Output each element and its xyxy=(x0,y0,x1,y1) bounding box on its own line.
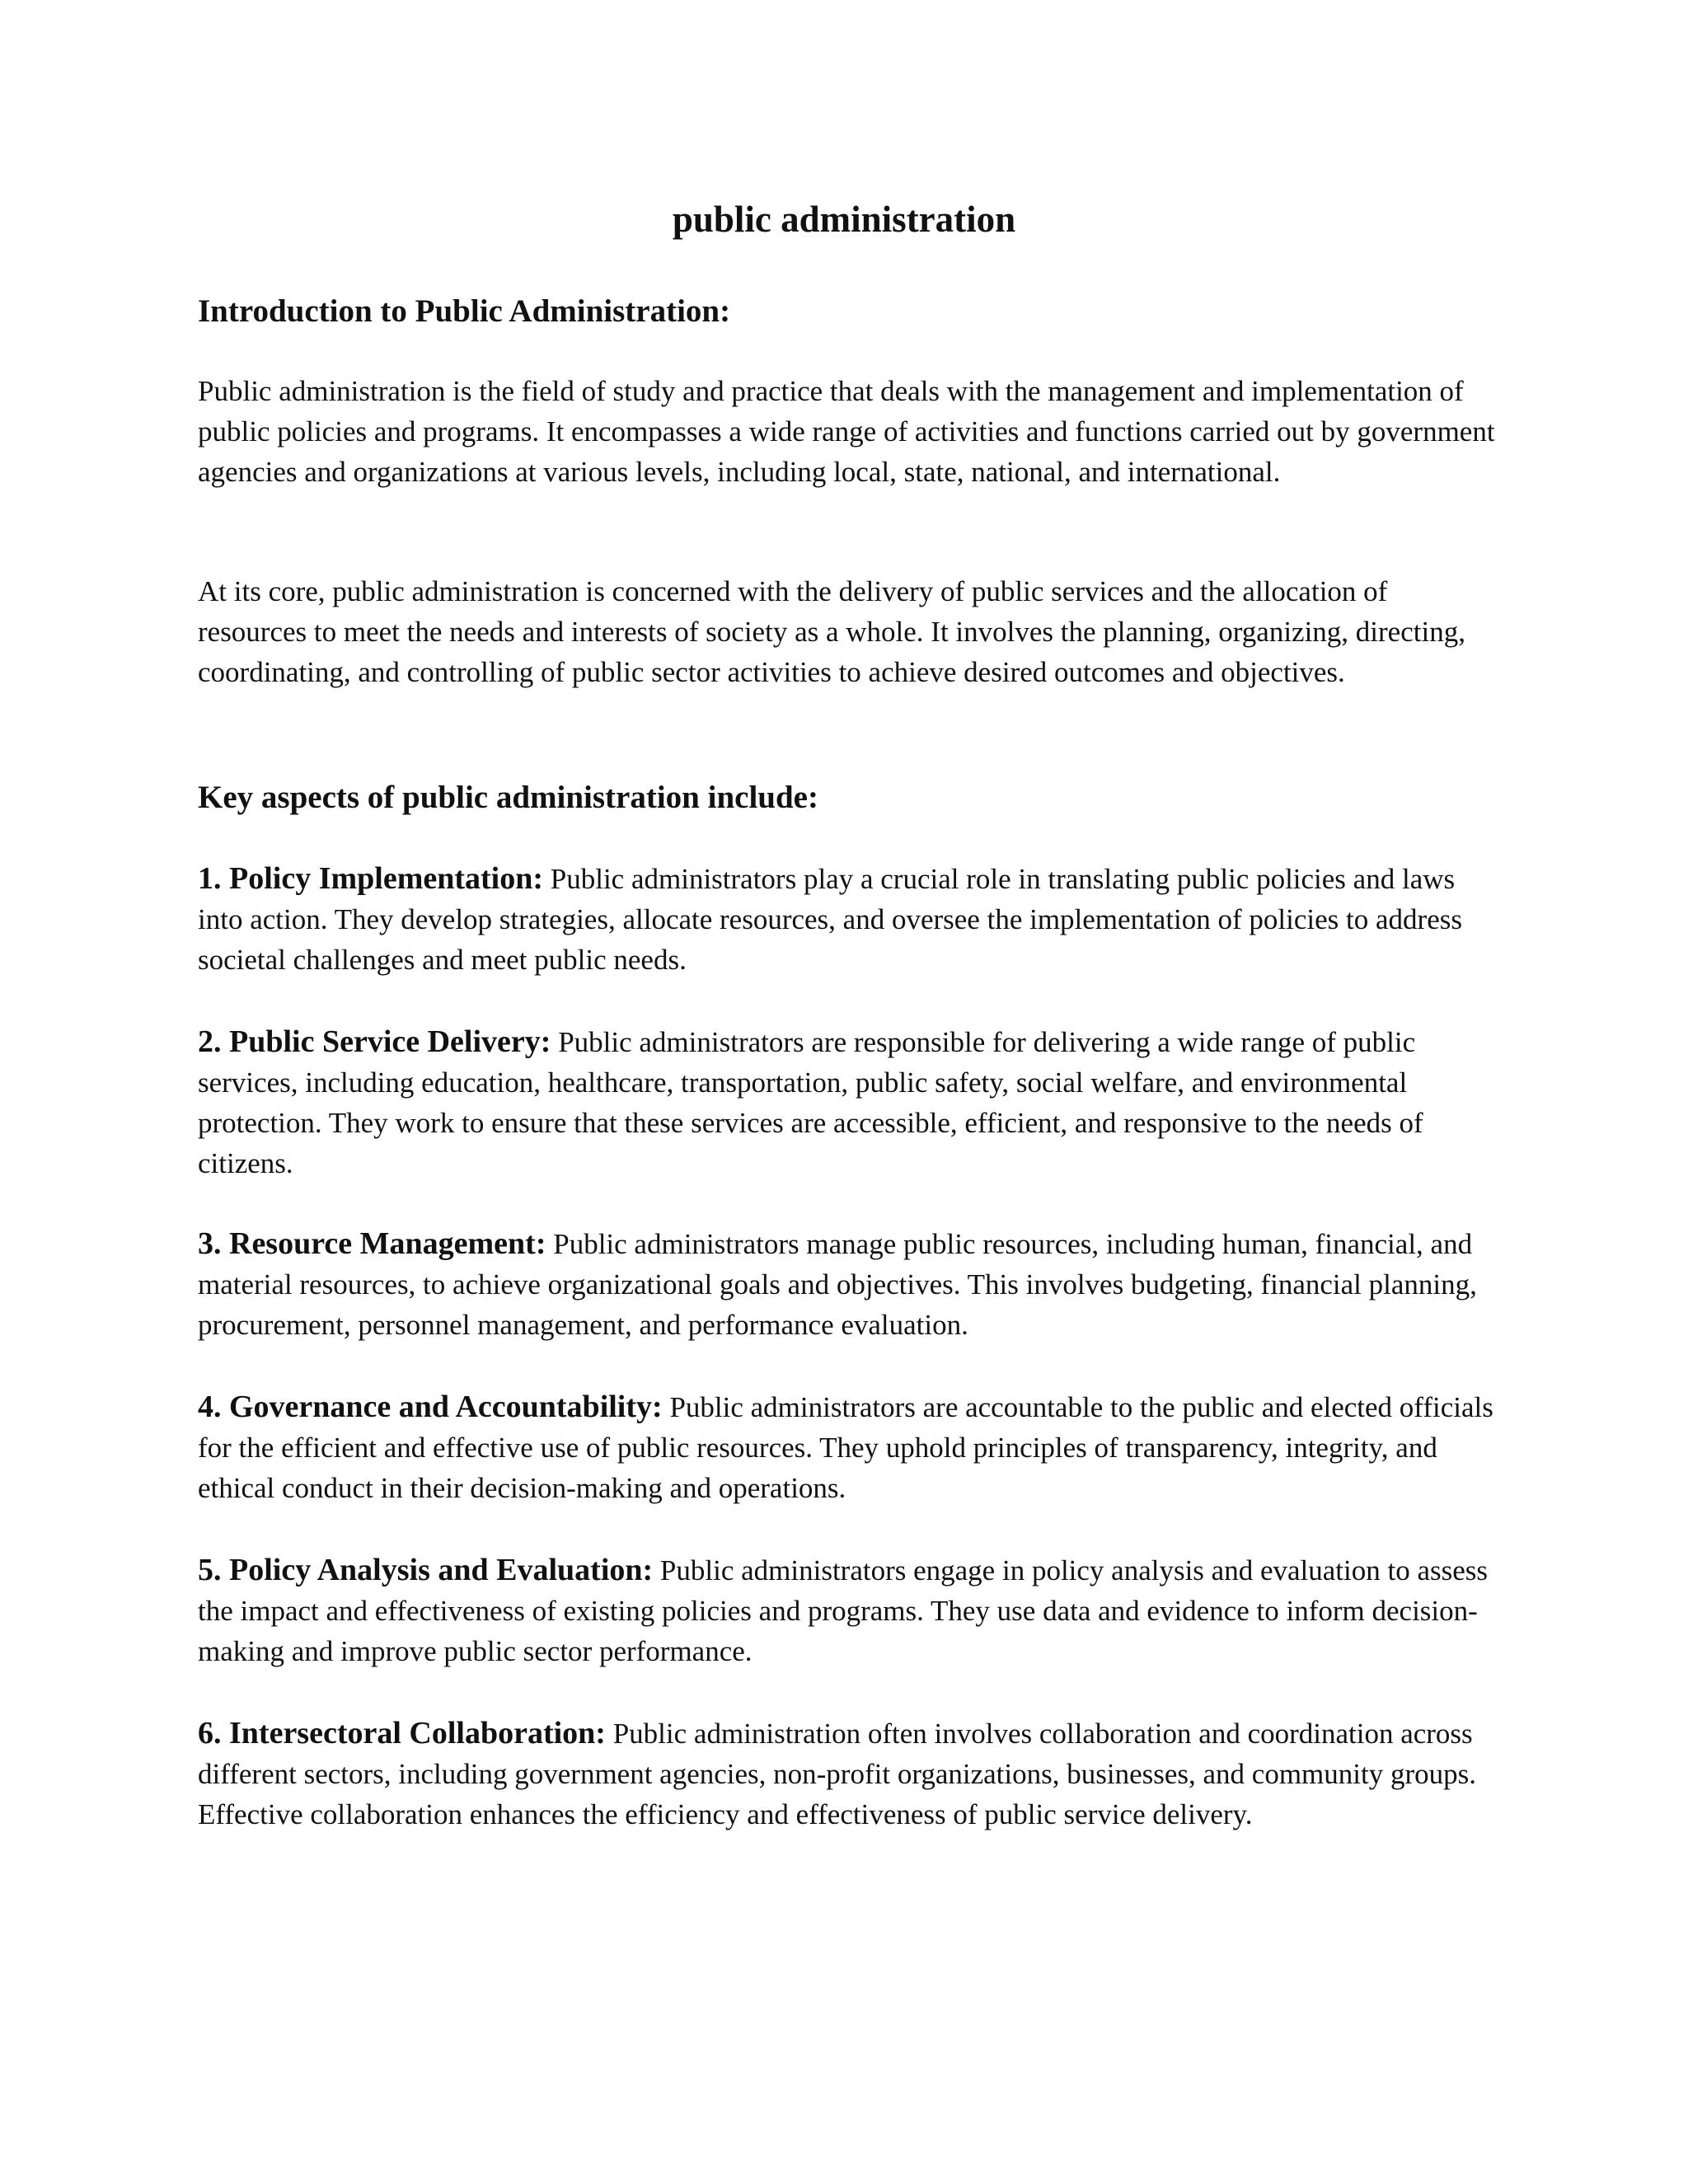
intro-paragraph-2: At its core, public administration is concerned with the delivery of public services and the allocation of resources to meet the needs and interests of society as a whole. It involves the planning, organizing, directing, coordinating, and controlling of public sector activities to achieve desired outcomes and objectives. xyxy=(198,575,1465,688)
list-item-intersectoral-collaboration xyxy=(198,1713,1500,1835)
list-item-resource-management xyxy=(198,1224,1500,1345)
list-item-policy-analysis xyxy=(198,1550,1500,1671)
document-title: public administration xyxy=(672,199,1016,240)
list-item-text: Public administrators play a crucial role in translating public policies and laws into action. They develop strategies, allocate resources, and oversee the implementation of policies to address societal challenges and meet public needs. xyxy=(198,863,1462,976)
list-item-label: 1. Policy Implementation: xyxy=(198,861,544,896)
list-item-text: Public administrators are accountable to the public and elected officials for the efficient and effective use of public resources. They uphold principles of transparency, integrity, and ethical conduct in their decision-making and operations. xyxy=(198,1391,1493,1504)
list-item-text: Public administrators are responsible for delivering a wide range of public services, including education, healthcare, transportation, public safety, social welfare, and environmental protection. They work to ensure that these services are accessible, efficient, and responsive to the needs of citizens. xyxy=(198,1026,1423,1179)
intro-heading: Introduction to Public Administration: xyxy=(198,293,731,329)
list-item-text: Public administrators engage in policy analysis and evaluation to assess the impact and effectiveness of existing policies and programs. They use data and evidence to inform decision-making and improve public sector performance. xyxy=(198,1554,1489,1667)
list-item-policy-implementation xyxy=(198,859,1500,980)
list-item-text: Public administrators manage public resources, including human, financial, and material resources, to achieve organizational goals and objectives. This involves budgeting, financial planning, procurement, personnel management, and performance evaluation. xyxy=(198,1228,1477,1341)
list-item-label: 4. Governance and Accountability: xyxy=(198,1390,663,1424)
list-item-label: 2. Public Service Delivery: xyxy=(198,1024,551,1059)
list-item-label: 6. Intersectoral Collaboration: xyxy=(198,1716,606,1750)
list-item-label: 5. Policy Analysis and Evaluation: xyxy=(198,1553,654,1587)
intro-paragraph-1: Public administration is the field of study and practice that deals with the management and implementation of public policies and programs. It encompasses a wide range of activities and functions carried out by government agencies and organizations at various levels, including local, state, national, and international. xyxy=(198,375,1495,488)
list-item-governance-accountability xyxy=(198,1387,1500,1508)
list-item-label: 3. Resource Management: xyxy=(198,1226,546,1261)
list-item-text: Public administration often involves collaboration and coordination across different sectors, including government agencies, non-profit organizations, businesses, and community groups. Effective collaboration enhances the efficiency and effectiveness of public service delivery. xyxy=(198,1718,1477,1830)
key-aspects-heading: Key aspects of public administration include: xyxy=(198,780,818,815)
list-item-public-service-delivery xyxy=(198,1022,1500,1183)
